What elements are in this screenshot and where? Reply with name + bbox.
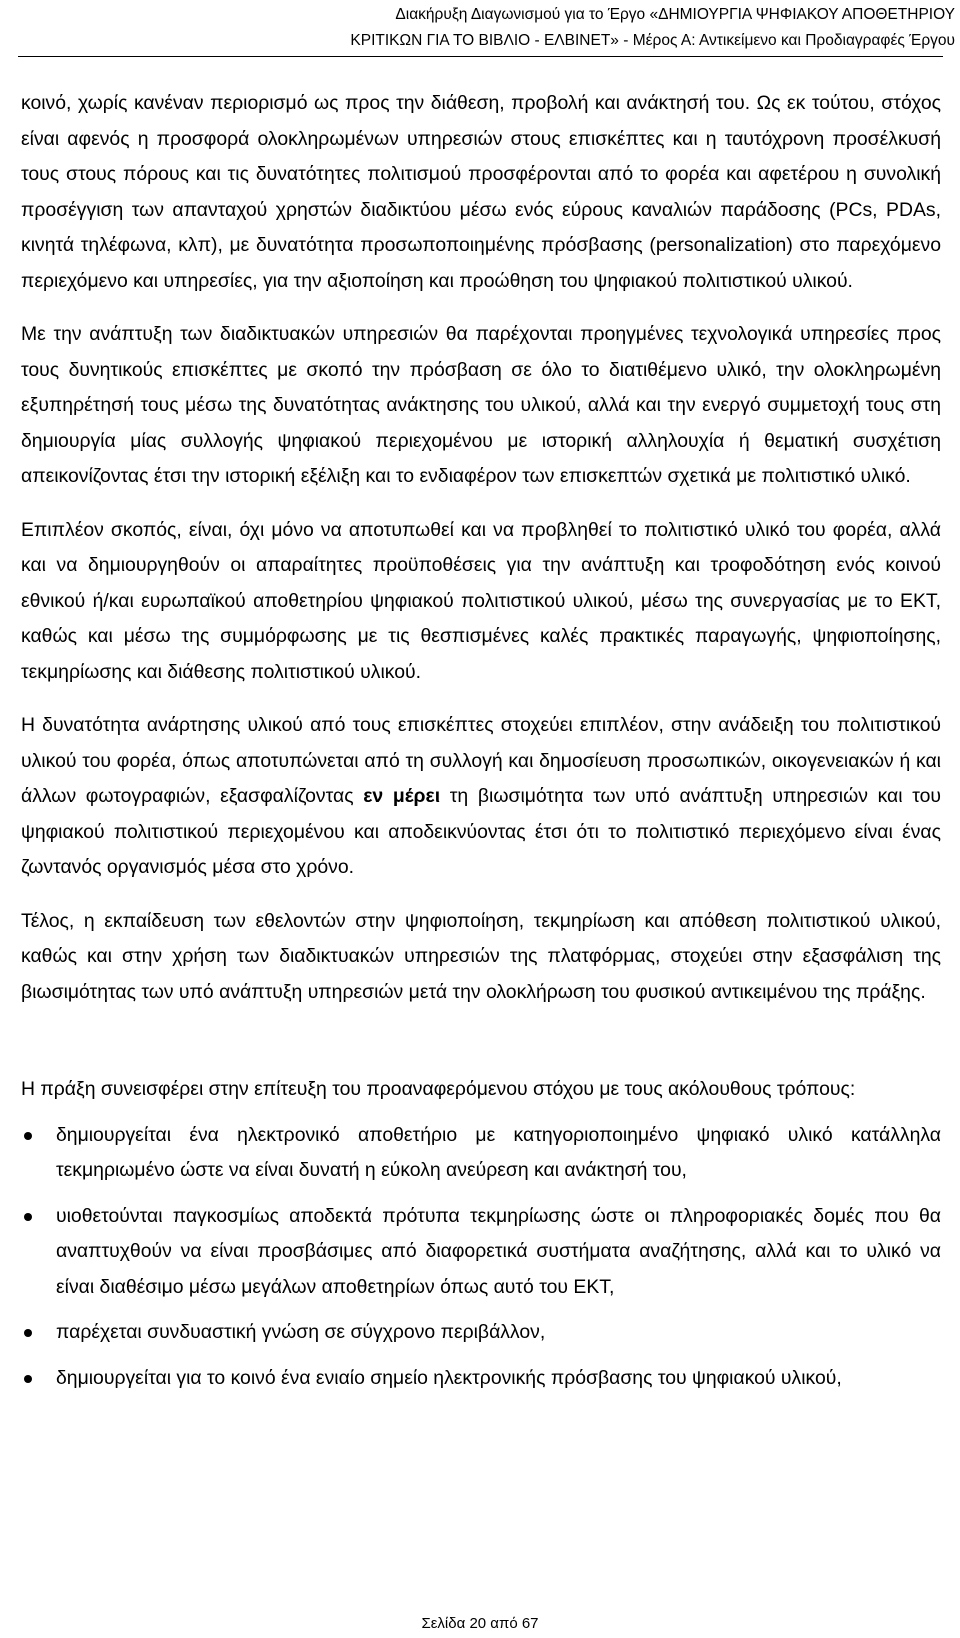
paragraph-4-end: τη βιωσιμότητα των υπό ανάπτυξη υπηρεσιών και του ψηφιακού πολιτιστικού περιεχομένου και αποδεικνύοντας έτσι ότι το πολιτιστικό περιεχόμενο είναι ένας ζωντανός οργανισμός μέσα στο χρόνο. <box>21 785 941 878</box>
paragraph-2: Με την ανάπτυξη των διαδικτυακών υπηρεσιών θα παρέχονται προηγμένες τεχνολογικά υπηρεσίες προς τους δυνητικούς επισκέπτες με σκοπό την πρόσβαση σε όλο το διατιθέμενο υλικό, την ολοκληρωμένη εξυπηρέτησή τους μέσω της δυνατότητας ανάκτησης του υλικού, αλλά και την ενεργό συμμετοχή τους στη δημιουργία μίας συλλογής ψηφιακού περιεχομένου με ιστορική αλληλουχία ή θεματική συσχέτιση απεικονίζοντας έτσι την ιστορική εξέλιξη και το ενδιαφέρον των επισκεπτών σχετικά με πολιτιστικό υλικό. <box>21 323 941 487</box>
document-body <box>21 86 941 1406</box>
list-item-text: υιοθετούνται παγκοσμίως αποδεκτά πρότυπα τεκμηρίωσης ώστε οι πληροφοριακές δομές που θα αναπτυχθούν να είναι προσβάσιμες από διαφορετικά συστήματα αναζήτησης, αλλά και το υλικό να είναι διαθέσιμο μέσω μεγάλων αποθετηρίων όπως αυτό του ΕΚΤ, <box>56 1204 941 1298</box>
paragraph-5: Τέλος, η εκπαίδευση των εθελοντών στην ψηφιοποίηση, τεκμηρίωση και απόθεση πολιτιστικού υλικού, καθώς και στην χρήση των διαδικτυακών υπηρεσιών της πλατφόρμας, στοχεύει στην εξασφάλιση της βιωσιμότητας των υπό ανάπτυξη υπηρεσιών μετά την ολοκλήρωση του φυσικού αντικειμένου της πράξης. <box>21 909 941 1003</box>
paragraph-4-bold: εν μέρει <box>363 785 441 807</box>
list-item-text: δημιουργείται για το κοινό ένα ενιαίο σημείο ηλεκτρονικής πρόσβασης του ψηφιακού υλικού, <box>56 1366 842 1389</box>
bullet-icon <box>24 1132 32 1140</box>
header-line-1: Διακήρυξη Διαγωνισμού για το Έργο «ΔΗΜΙΟΥΡΓΙΑ ΨΗΦΙΑΚΟΥ ΑΠΟΘΕΤΗΡΙΟΥ <box>395 6 955 23</box>
header-line-2: ΚΡΙΤΙΚΩΝ ΓΙΑ ΤΟ ΒΙΒΛΙΟ - ΕΛΒΙΝΕΤ» - Μέρος Α: Αντικείμενο και Προδιαγραφές Έργου <box>350 32 955 49</box>
bullet-list <box>21 1118 941 1397</box>
bullet-icon <box>24 1329 32 1337</box>
list-item <box>21 1361 941 1397</box>
paragraph-3: Επιπλέον σκοπός, είναι, όχι μόνο να αποτυπωθεί και να προβληθεί το πολιτιστικό υλικό του φορέα, αλλά και να δημιουργηθούν οι απαραίτητες προϋποθέσεις για την ανάπτυξη και τροφοδότηση ενός κοινού εθνικού ή/και ευρωπαϊκού αποθετηρίου ψηφιακού πολιτιστικού υλικού, μέσω της συνεργασίας με το ΕΚΤ, καθώς και μέσω της συμμόρφωσης με τις θεσπισμένες καλές πρακτικές παραγωγής, ψηφιοποίησης, τεκμηρίωσης και διάθεσης πολιτιστικού υλικού. <box>21 518 941 683</box>
list-intro: Η πράξη συνεισφέρει στην επίτευξη του προαναφερόμενου στόχου με τους ακόλουθους τρόπους: <box>21 1078 856 1100</box>
paragraph-1: κοινό, χωρίς κανέναν περιορισμό ως προς την διάθεση, προβολή και ανάκτησή του. Ως εκ τούτου, στόχος είναι αφενός η προσφορά ολοκληρωμένων υπηρεσιών στους επισκέπτες και η ταυτόχρονη προσέλκυσή τους στους πόρους και τις δυνατότητες πολιτισμού προσφέρονται από το φορέα και αφετέρου η συνολική προσέγγιση των απανταχού χρηστών διαδικτύου μέσω ενός εύρους καναλιών παράδοσης (PCs, PDAs, κινητά τηλέφωνα, κλπ), με δυνατότητα προσωποποιημένης πρόσβασης (personalization) στο παρεχόμενο περιεχόμενο και υπηρεσίες, για την αξιοποίηση και προώθηση του ψηφιακού πολιτιστικού υλικού. <box>21 92 941 292</box>
list-item-text: παρέχεται συνδυαστική γνώση σε σύγχρονο περιβάλλον, <box>56 1321 546 1343</box>
page-header <box>35 2 955 54</box>
list-item <box>21 1118 941 1189</box>
page-number: Σελίδα 20 από 67 <box>421 1615 539 1632</box>
paragraph-4 <box>21 708 941 886</box>
bullet-icon <box>24 1375 32 1383</box>
list-item-text: δημιουργείται ένα ηλεκτρονικό αποθετήριο με κατηγοριοποιημένο ψηφιακό υλικό κατάλληλα τεκμηριωμένο ώστε να είναι δυνατή η εύκολη ανεύρεση και ανάκτησή του, <box>56 1123 941 1181</box>
list-item <box>21 1199 941 1306</box>
header-divider <box>18 56 943 57</box>
bullet-icon <box>24 1213 32 1221</box>
list-item <box>21 1315 941 1351</box>
paragraph-4-start: Η δυνατότητα ανάρτησης υλικού από τους επισκέπτες στοχεύει επιπλέον, στην ανάδειξη του πολιτιστικού υλικού του φορέα, όπως αποτυπώνεται από τη συλλογή και δημοσίευση προσωπικών, οικογενειακών ή και άλλων φωτογραφιών, εξασφαλίζοντας <box>21 714 941 807</box>
